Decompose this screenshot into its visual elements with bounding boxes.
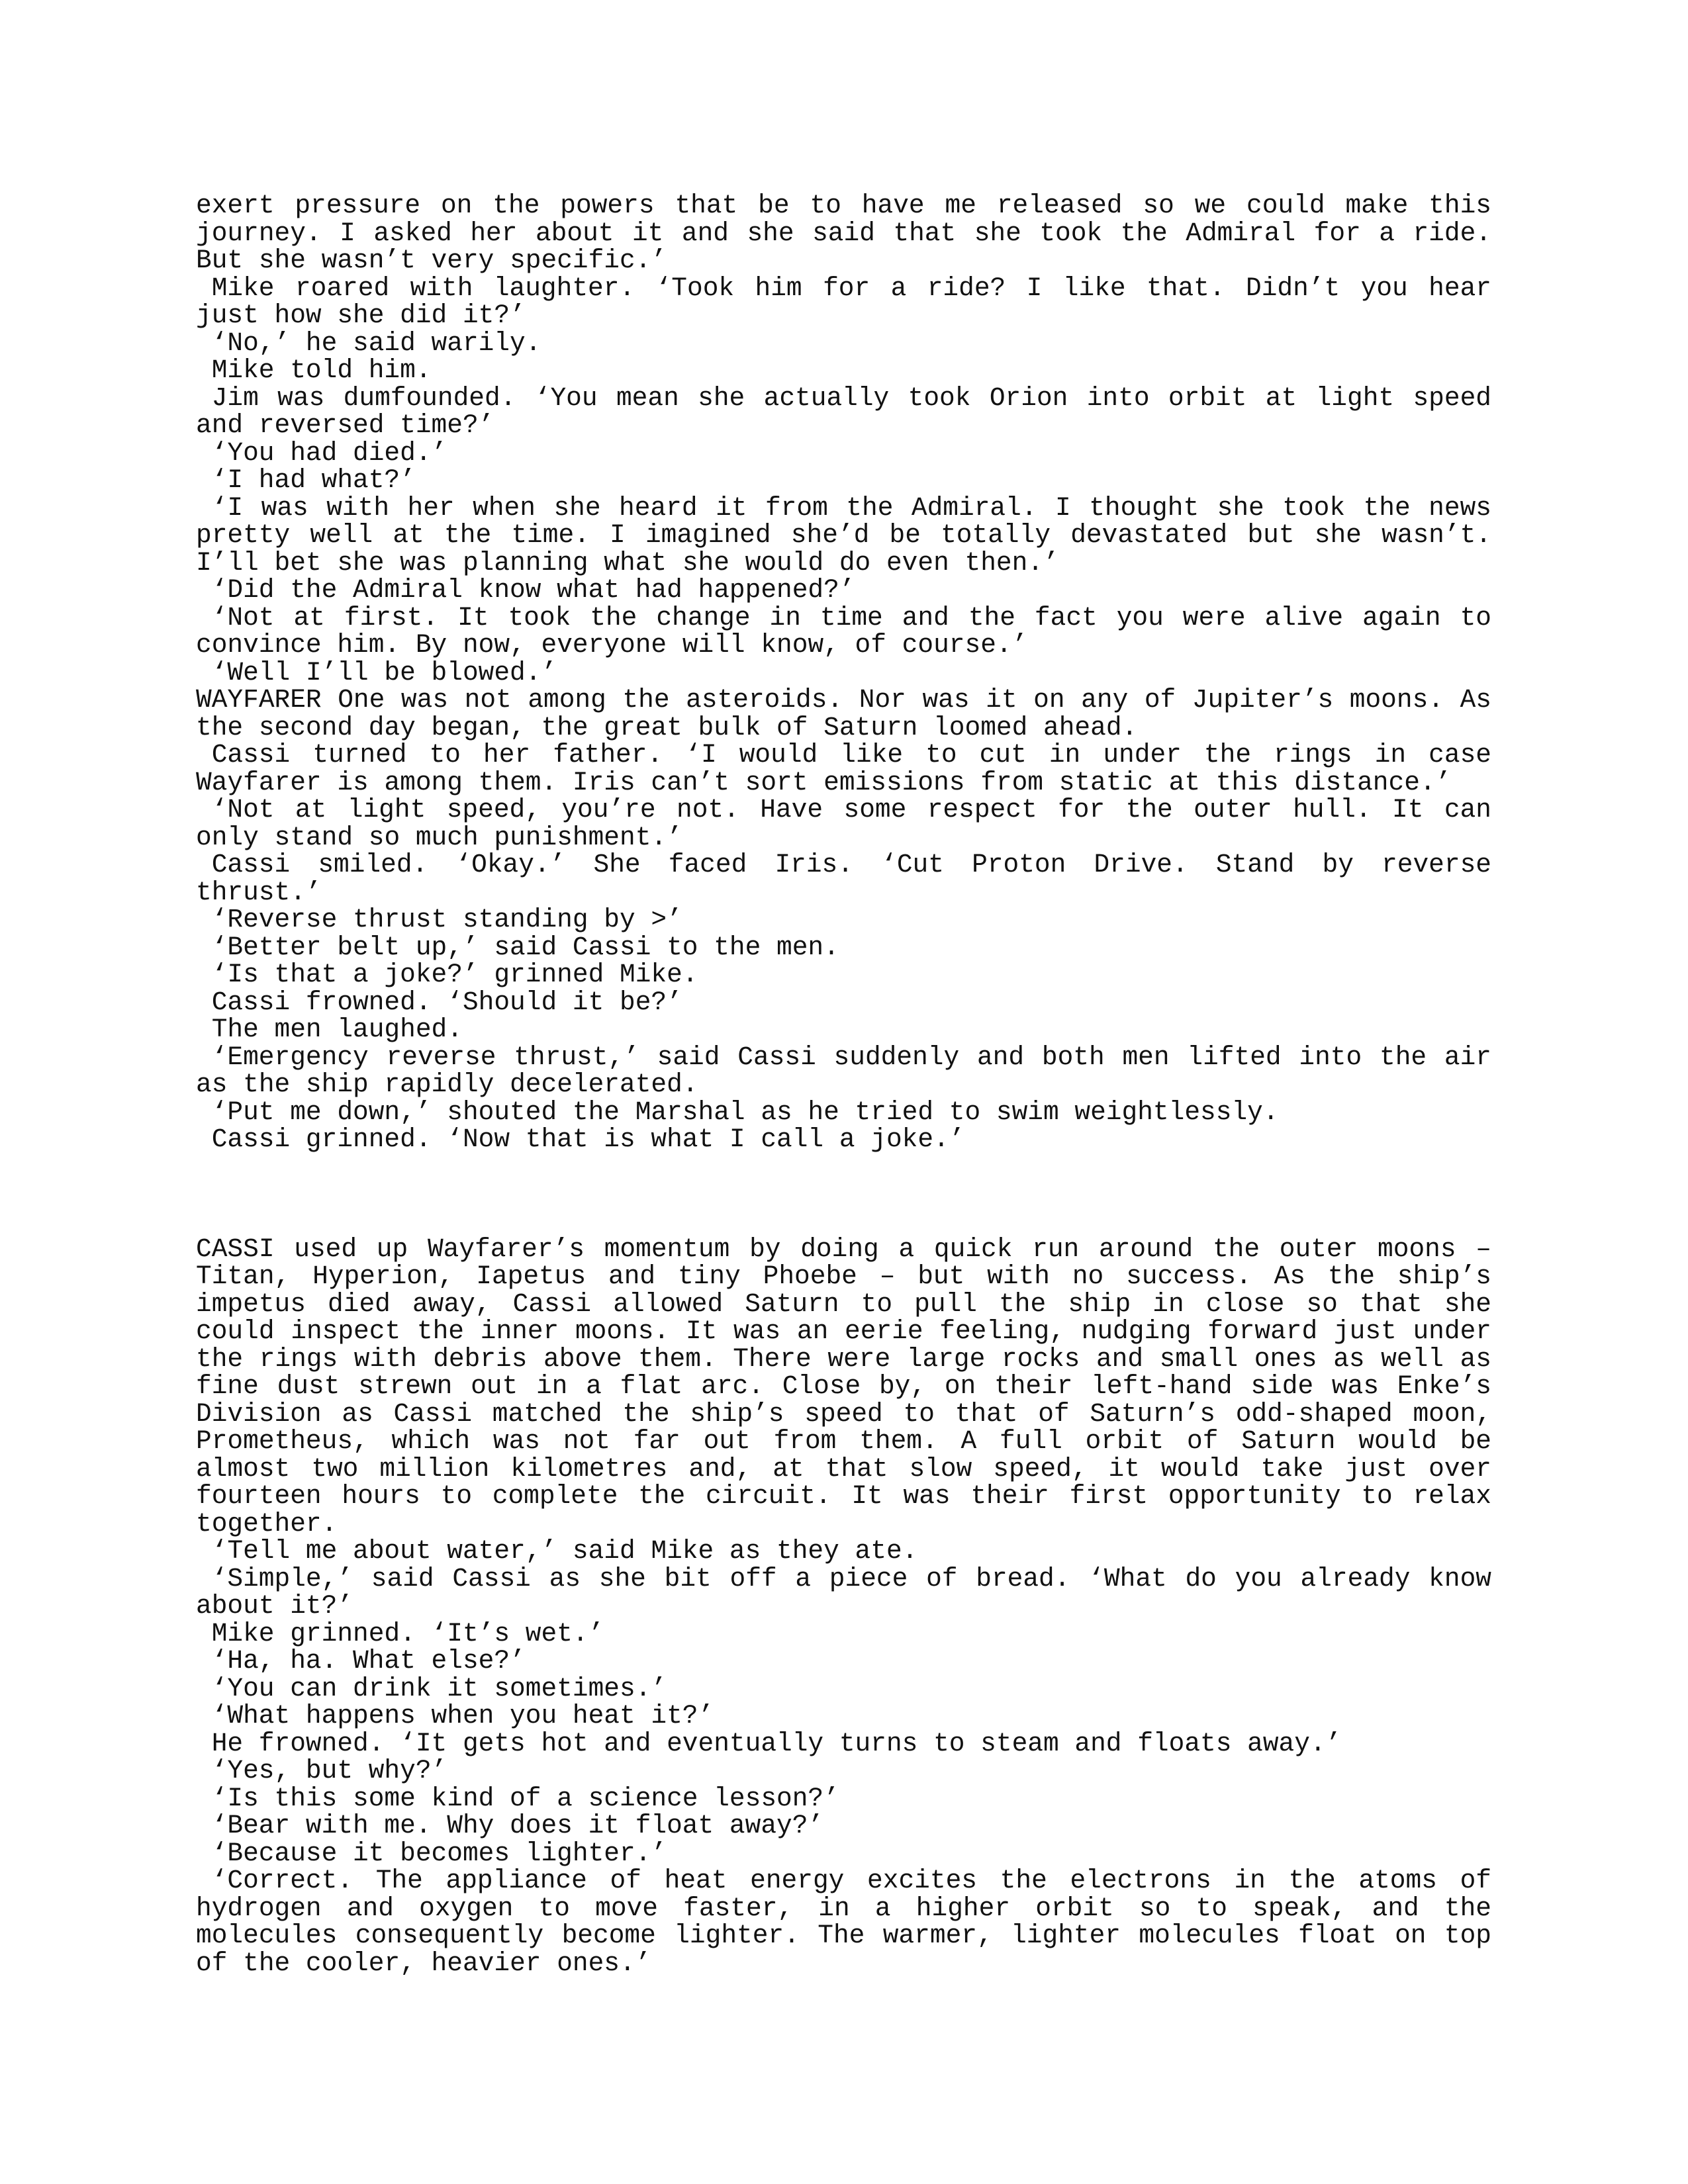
paragraph: ‘Is this some kind of a science lesson?’ bbox=[211, 1783, 839, 1813]
section-break bbox=[196, 1154, 1491, 1236]
paragraph: Cassi turned to her father. ‘I would like to cut in under the rings in case Wayfarer is among them. Iris can’t sort emissions from static at this distance.’ bbox=[196, 740, 1491, 797]
paragraph: ‘Is that a joke?’ grinned Mike. bbox=[211, 960, 698, 989]
paragraph: ‘You can drink it sometimes.’ bbox=[211, 1673, 667, 1704]
paragraph: The men laughed. bbox=[211, 1015, 463, 1044]
paragraph: ‘No,’ he said warily. bbox=[211, 328, 541, 358]
paragraph: ‘Put me down,’ shouted the Marshal as he tried to swim weightlessly. bbox=[211, 1097, 1279, 1127]
paragraph: Mike roared with laughter. ‘Took him for a ride? I like that. Didn’t you hear just how she did it?’ bbox=[196, 273, 1491, 330]
text-section-1 bbox=[196, 192, 1491, 1154]
paragraph: He frowned. ‘It gets hot and eventually turns to steam and floats away.’ bbox=[211, 1728, 1342, 1758]
paragraph: ‘Reverse thrust standing by >’ bbox=[211, 905, 682, 934]
paragraph: ‘Not at first. It took the change in time and the fact you were alive again to convince him. By now, everyone will know, of course.’ bbox=[196, 602, 1491, 660]
paragraph: ‘Well I’ll be blowed.’ bbox=[211, 657, 557, 688]
paragraph: Mike grinned. ‘It’s wet.’ bbox=[211, 1618, 604, 1649]
paragraph: ‘Not at light speed, you’re not. Have some respect for the outer hull. It can only stand so much punishment.’ bbox=[196, 795, 1491, 852]
paragraph: ‘Simple,’ said Cassi as she bit off a piece of bread. ‘What do you already know about it?’ bbox=[196, 1563, 1491, 1621]
paragraph: WAYFARER One was not among the asteroids. Nor was it on any of Jupiter’s moons. As the second day began, the great bulk of Saturn loomed ahead. bbox=[196, 685, 1491, 743]
paragraph: ‘Did the Admiral know what had happened?’ bbox=[211, 575, 855, 605]
paragraph: ‘Better belt up,’ said Cassi to the men. bbox=[211, 932, 839, 962]
paragraph: Jim was dumfounded. ‘You mean she actually took Orion into orbit at light speed and reversed time?’ bbox=[196, 383, 1491, 440]
paragraph: Cassi smiled. ‘Okay.’ She faced Iris. ‘Cut Proton Drive. Stand by reverse thrust.’ bbox=[196, 850, 1491, 907]
paragraph: ‘Emergency reverse thrust,’ said Cassi suddenly and both men lifted into the air as the ship rapidly decelerated. bbox=[196, 1042, 1491, 1099]
paragraph: ‘I had what?’ bbox=[211, 465, 416, 495]
paragraph: ‘Because it becomes lighter.’ bbox=[211, 1838, 667, 1868]
paragraph: ‘I was with her when she heard it from the Admiral. I thought she took the news pretty well at the time. I imagined she’d be totally devastated but she wasn’t. I’ll bet she was planning what she would do even then.’ bbox=[196, 492, 1491, 578]
paragraph: Mike told him. bbox=[211, 355, 432, 385]
paragraph: Cassi frowned. ‘Should it be?’ bbox=[211, 987, 682, 1017]
text-section-2 bbox=[196, 1236, 1491, 1978]
paragraph: exert pressure on the powers that be to have me released so we could make this journey. I asked her about it and she said that she took the Admiral for a ride. But she wasn’t very specific.’ bbox=[196, 191, 1491, 275]
paragraph: ‘Tell me about water,’ said Mike as they ate. bbox=[211, 1536, 918, 1566]
paragraph: ‘Yes, but why?’ bbox=[211, 1756, 447, 1786]
paragraph: CASSI used up Wayfarer’s momentum by doing a quick run around the outer moons – Titan, Hyperion, Iapetus and tiny Phoebe – but with no success. As the ship’s impetus died away, Cassi allowed Saturn to pull the ship in close so that she could inspect the inner moons. It was an eerie feeling, nudging forward just under the rings with debris above them. There were large rocks and small ones as well as fine dust strewn out in a flat arc. Close by, on their left-hand side was Enke’s Division as Cassi matched the ship’s speed to that of Saturn’s odd-shaped moon, Prometheus, which was not far out from them. A full orbit of Saturn would be almost two million kilometres and, at that slow speed, it would take just over fourteen hours to complete the circuit. It was their first opportunity to relax together. bbox=[196, 1234, 1491, 1539]
paragraph: ‘Ha, ha. What else?’ bbox=[211, 1646, 526, 1676]
paragraph: ‘What happens when you heat it?’ bbox=[211, 1701, 714, 1731]
paragraph: ‘Correct. The appliance of heat energy excites the electrons in the atoms of hydrogen and oxygen to move faster, in a higher orbit so to speak, and the molecules consequently become lighter. The warmer, lighter molecules float on top of the cooler, heavier ones.’ bbox=[196, 1866, 1491, 1978]
paragraph: ‘You had died.’ bbox=[211, 437, 447, 468]
paragraph: Cassi grinned. ‘Now that is what I call a joke.’ bbox=[211, 1124, 965, 1154]
paragraph: ‘Bear with me. Why does it float away?’ bbox=[211, 1811, 824, 1841]
book-page bbox=[196, 192, 1491, 1977]
